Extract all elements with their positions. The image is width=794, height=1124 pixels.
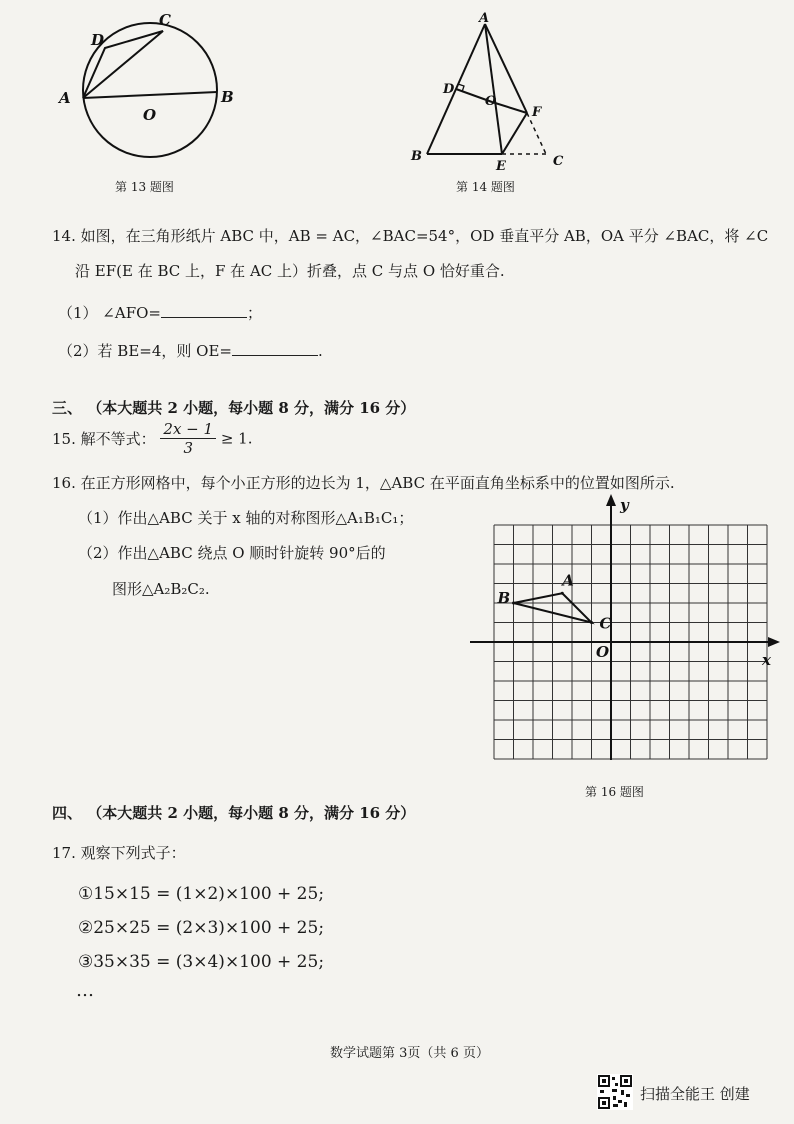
- q14-line1: 14. 如图，在三角形纸片 ABC 中，AB = AC，∠BAC=54°，OD 垂直平分 AB，OA 平分 ∠BAC，将 ∠C: [52, 227, 769, 245]
- answer-blank-1[interactable]: [161, 303, 247, 318]
- label-e: E: [496, 159, 506, 174]
- y-axis-label: y: [620, 496, 629, 514]
- q14-part1-prefix: （1） ∠AFO=: [58, 304, 161, 322]
- section4-heading: 四、 （本大题共 2 小题，每小题 8 分，满分 16 分）: [52, 804, 416, 822]
- label-b: B: [411, 149, 422, 164]
- fig13-caption: 第 13 题图: [115, 180, 174, 194]
- q14-part2-prefix: （2）若 BE=4，则 OE=: [58, 342, 232, 360]
- q14-part2: [58, 340, 323, 361]
- figure-14: [405, 10, 585, 175]
- answer-blank-2[interactable]: [232, 341, 318, 356]
- fig14-caption: 第 14 题图: [456, 180, 515, 194]
- q17-lines: [78, 877, 324, 979]
- point-a: [561, 592, 564, 595]
- page-footer: 数学试题第 3页（共 6 页）: [330, 1046, 489, 1061]
- label-b: B: [221, 88, 234, 106]
- q15-denominator: 3: [183, 439, 193, 457]
- label-c: C: [159, 11, 171, 29]
- section3-heading: 三、 （本大题共 2 小题，每小题 8 分，满分 16 分）: [52, 399, 416, 417]
- figure-16-grid: [470, 490, 790, 780]
- q15-suffix: ≥ 1.: [220, 429, 253, 448]
- q14-part2-suffix: .: [317, 342, 323, 360]
- x-axis-arrow: [768, 637, 780, 647]
- label-a: A: [59, 89, 71, 107]
- figure-13: [55, 5, 245, 170]
- y-axis-arrow: [606, 494, 616, 506]
- q14-line2: 沿 EF(E 在 BC 上，F 在 AC 上）折叠，点 C 与点 O 恰好重合.: [75, 262, 505, 280]
- q17-intro: 17. 观察下列式子：: [52, 844, 186, 862]
- q17-line-3: ③35×35 = (3×4)×100 + 25;: [78, 952, 325, 972]
- q16-line1: 16. 在正方形网格中，每个小正方形的边长为 1，△ABC 在平面直角坐标系中的位置如图所示.: [52, 474, 675, 492]
- point-label-b: B: [497, 589, 511, 607]
- label-d: D: [91, 31, 105, 49]
- label-d: D: [443, 82, 455, 97]
- q17-ellipsis: …: [76, 980, 94, 1001]
- origin-label: O: [596, 643, 610, 661]
- point-label-c: C: [599, 614, 612, 633]
- watermark-text: 扫描全能王 创建: [640, 1085, 750, 1103]
- point-b: [512, 602, 515, 605]
- fig16-caption: 第 16 题图: [585, 785, 644, 799]
- label-a: A: [479, 11, 490, 26]
- diameter-ab: [83, 92, 217, 98]
- q16-part2: （2）作出△ABC 绕点 O 顺时针旋转 90°后的: [78, 544, 386, 562]
- point-c: [590, 621, 593, 624]
- label-o: O: [485, 94, 497, 109]
- point-label-a: A: [562, 571, 574, 590]
- q17-line-1: ①15×15 = (1×2)×100 + 25;: [78, 884, 325, 904]
- label-o: O: [143, 106, 157, 124]
- label-f: F: [532, 105, 542, 120]
- q14-part1-suffix: ；: [247, 304, 263, 322]
- q15-numerator: 2x − 1: [160, 420, 216, 439]
- q15-prefix: 15. 解不等式：: [52, 430, 156, 448]
- qr-code-icon: [597, 1074, 633, 1110]
- q15-fraction: [160, 420, 216, 457]
- q16-part2b: 图形△A₂B₂C₂.: [112, 580, 210, 598]
- q14-part1: [58, 302, 262, 323]
- label-c: C: [553, 154, 564, 169]
- q17-line-2: ②25×25 = (2×3)×100 + 25;: [78, 918, 325, 938]
- q16-part1: （1）作出△ABC 关于 x 轴的对称图形△A₁B₁C₁；: [78, 509, 414, 527]
- x-axis-label: x: [762, 651, 771, 669]
- q15: [52, 420, 253, 457]
